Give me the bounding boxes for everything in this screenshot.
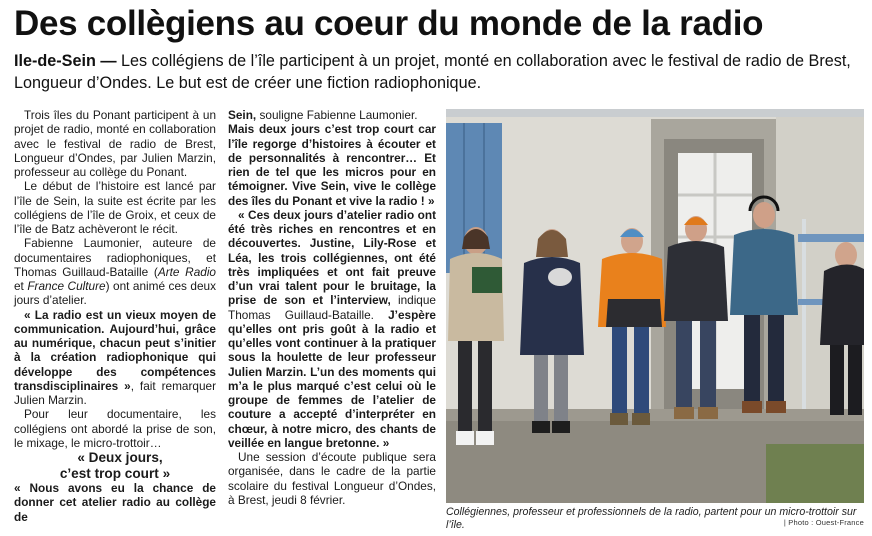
col1-paragraph-2: Le début de l’histoire est lancé par l’île de Sein, la suite est écrite par les collégiens de l’île de Groix, et ceux de l’île de Batz achèveront le récit. xyxy=(14,179,216,236)
article-column-1 xyxy=(14,108,216,524)
lead-text: Les collégiens de l’île participent à un projet, monté en collaboration avec le festival de radio de Brest, Longueur d’Ondes. Le but est de créer une fiction radiophonique. xyxy=(14,52,851,92)
subheading-line-1: « Deux jours, xyxy=(77,450,163,465)
col1-p3-part-b: et xyxy=(14,279,28,293)
article-column-2 xyxy=(228,108,436,507)
headline: Des collègiens au coeur du monde de la radio xyxy=(14,4,764,43)
quote-julien-marzin: « La radio est un vieux moyen de communication. Aujourd’hui, grâce au numérique, chacun peut s’initier à la création radiophonique qui développe des compétences transdisciplinaires » xyxy=(14,307,216,393)
col1-paragraph-5: Pour leur documentaire, les collégiens ont abordé la prise de son, le mixage, le micro-trottoir… xyxy=(14,407,216,450)
subheading-line-2: c’est trop court » xyxy=(59,465,171,481)
col1-paragraph-4 xyxy=(14,308,216,408)
col2-p3-attribution: indique Thomas Guillaud-Bataille. xyxy=(228,293,436,322)
photo-caption: Collégiennes, professeur et professionnels de la radio, partent pour un micro-trottoir sur l’île. xyxy=(446,506,857,532)
col1-paragraph-6: « Nous avons eu la chance de donner cet atelier radio au collège de xyxy=(14,481,216,524)
col1-p3-part-a: Fabienne Laumonier, auteure de documentaires radiophoniques, et Thomas Guillaud-Bataille ( xyxy=(14,236,216,279)
lead-place: Ile-de-Sein — xyxy=(14,52,117,70)
france-culture-mention: France Culture xyxy=(27,279,106,293)
col2-paragraph-4: Une session d’écoute publique sera organisée, dans le cadre de la partie scolaire du festival Longueur d’Ondes, à Brest, jeudi 8 février. xyxy=(228,450,436,507)
photo-credit: | Photo : Ouest-France xyxy=(783,518,864,527)
col2-paragraph-3 xyxy=(228,208,436,450)
col2-p1-attribution: souligne Fabienne Laumonier. xyxy=(256,108,418,122)
quote-thomas-part-1: « Ces deux jours d’atelier radio ont été très riches en rencontres et en découvertes. Justine, Lily-Rose et Léa, les trois collégiennes, ont été très impliquées et ont fait preuve d’un vrai talent pour le bruitage, la prise de son et l’interview, xyxy=(228,207,436,308)
col1-p4-attribution: , fait remarquer Julien Marzin. xyxy=(14,378,216,407)
lead-paragraph xyxy=(14,50,864,94)
col2-paragraph-1 xyxy=(228,108,436,122)
subheading xyxy=(14,450,216,481)
col2-p1-bold: Sein, xyxy=(228,108,257,122)
col2-paragraph-2: Mais deux jours c’est trop court car l’île regorge d’histoires à écouter et de personnalités à rencontrer… Et rien de tel que les micros pour en témoigner. Vive Sein, vive le collège des îles du Ponant et vive la radio ! » xyxy=(228,122,436,208)
group-photo xyxy=(446,109,864,503)
arte-radio-mention: Arte Radio xyxy=(157,264,216,279)
col1-p3-part-c: ) ont animé ces deux jours d’atelier. xyxy=(14,279,216,308)
col1-paragraph-3 xyxy=(14,236,216,307)
quote-thomas-part-2: J’espère qu’elles ont pris goût à la radio et qu’elles vont continuer à la pratiquer sous la houlette de leur professeur Julien Marzin. L’un des moments qui m’a le plus marqué c’est celui où le groupe de femmes de l’atelier de couture a accepté d’interpréter en chœur, à notre micro, des chants de veillée en langue bretonne. » xyxy=(228,307,436,450)
col1-paragraph-1: Trois îles du Ponant participent à un projet de radio, monté en collaboration avec le festival de radio de Brest, Longueur d’Ondes, par Julien Marzin, professeur au collège du Ponant. xyxy=(14,108,216,179)
